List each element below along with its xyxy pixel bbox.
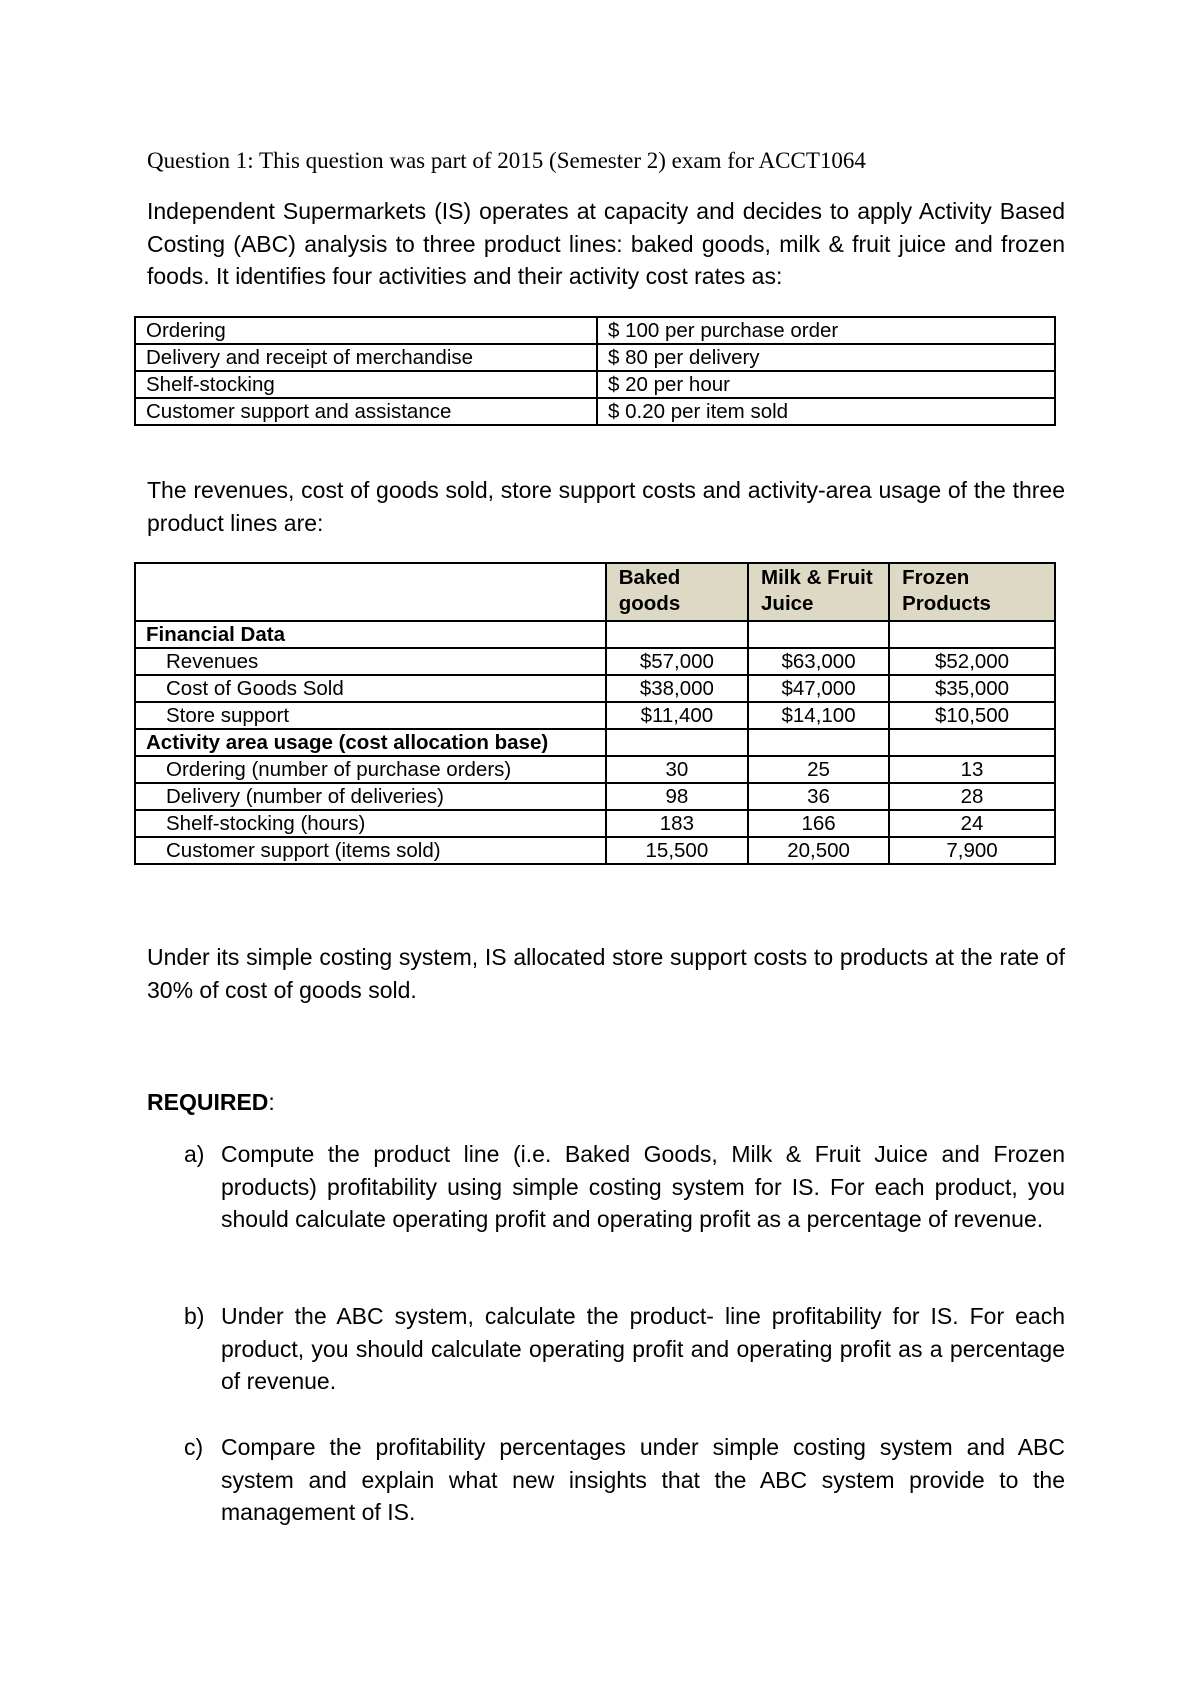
row-label: Revenues [135,648,606,675]
simple-costing-paragraph: Under its simple costing system, IS allocated store support costs to products at the rate of 30% of cost of goods sold. [147,944,1065,1003]
item-text: Under the ABC system, calculate the product- line profitability for IS. For each product, you should calculate operating profit and operating profit as a percentage of revenue. [221,1303,1065,1394]
revenue-paragraph: The revenues, cost of goods sold, store support costs and activity-area usage of the three product lines are: [147,477,1065,536]
empty-cell [889,621,1055,648]
financial-data-heading: Financial Data [135,621,606,648]
value-cell: $52,000 [889,648,1055,675]
value-cell: $35,000 [889,675,1055,702]
item-marker: b) [184,1303,205,1329]
product-data-table [134,562,1056,865]
row-label: Delivery (number of deliveries) [135,783,606,810]
value-cell: $14,100 [748,702,889,729]
value-cell: 13 [889,756,1055,783]
question-title: Question 1: This question was part of 2015 (Semester 2) exam for ACCT1064 [147,148,866,173]
table-row [135,783,1055,810]
table-row [135,398,1055,425]
table-row [135,317,1055,344]
table-row [135,648,1055,675]
activity-cell: Ordering [135,317,597,344]
activity-rates-table [134,316,1056,426]
value-cell: 7,900 [889,837,1055,864]
value-cell: 166 [748,810,889,837]
item-text: Compute the product line (i.e. Baked Goods, Milk & Fruit Juice and Frozen products) profitability using simple costing system for IS. For each product, you should calculate operating profit and operating profit as a percentage of revenue. [221,1141,1065,1232]
row-label: Shelf-stocking (hours) [135,810,606,837]
table-row [135,702,1055,729]
empty-cell [606,729,748,756]
item-marker: c) [184,1434,204,1460]
table-row [135,810,1055,837]
rate-cell: $ 100 per purchase order [597,317,1055,344]
value-cell: $47,000 [748,675,889,702]
required-heading [147,1086,275,1119]
required-label: REQUIRED [147,1089,269,1115]
value-cell: 183 [606,810,748,837]
empty-header-cell [135,563,606,621]
table-row [135,837,1055,864]
row-label: Cost of Goods Sold [135,675,606,702]
table-header-row [135,563,1055,621]
activity-cell: Delivery and receipt of merchandise [135,344,597,371]
table-row [135,344,1055,371]
activity-cell: Shelf-stocking [135,371,597,398]
activity-usage-heading: Activity area usage (cost allocation base) [135,729,606,756]
value-cell: $11,400 [606,702,748,729]
table-row [135,675,1055,702]
value-cell: 30 [606,756,748,783]
table-row [135,756,1055,783]
value-cell: 20,500 [748,837,889,864]
rate-cell: $ 20 per hour [597,371,1055,398]
activity-cell: Customer support and assistance [135,398,597,425]
column-header-milk-fruit-juice: Milk & Fruit Juice [748,563,889,621]
row-label: Store support [135,702,606,729]
value-cell: 98 [606,783,748,810]
item-text: Compare the profitability percentages under simple costing system and ABC system and explain what new insights that the ABC system provide to the management of IS. [221,1434,1065,1525]
column-header-baked-goods: Baked goods [606,563,748,621]
row-label: Ordering (number of purchase orders) [135,756,606,783]
column-header-frozen-products: Frozen Products [889,563,1055,621]
empty-cell [748,621,889,648]
item-marker: a) [184,1141,205,1167]
rate-cell: $ 0.20 per item sold [597,398,1055,425]
intro-paragraph: Independent Supermarkets (IS) operates at capacity and decides to apply Activity Based Costing (ABC) analysis to three product lines: baked goods, milk & fruit juice and frozen foods. It identifies four activities and their activity cost rates as: [147,198,1065,289]
section-heading-row [135,621,1055,648]
empty-cell [748,729,889,756]
value-cell: 15,500 [606,837,748,864]
value-cell: $10,500 [889,702,1055,729]
table-row [135,371,1055,398]
required-colon: : [268,1089,275,1115]
value-cell: 36 [748,783,889,810]
empty-cell [606,621,748,648]
value-cell: $63,000 [748,648,889,675]
value-cell: 25 [748,756,889,783]
value-cell: 24 [889,810,1055,837]
rate-cell: $ 80 per delivery [597,344,1055,371]
empty-cell [889,729,1055,756]
value-cell: $57,000 [606,648,748,675]
value-cell: $38,000 [606,675,748,702]
row-label: Customer support (items sold) [135,837,606,864]
value-cell: 28 [889,783,1055,810]
section-heading-row [135,729,1055,756]
